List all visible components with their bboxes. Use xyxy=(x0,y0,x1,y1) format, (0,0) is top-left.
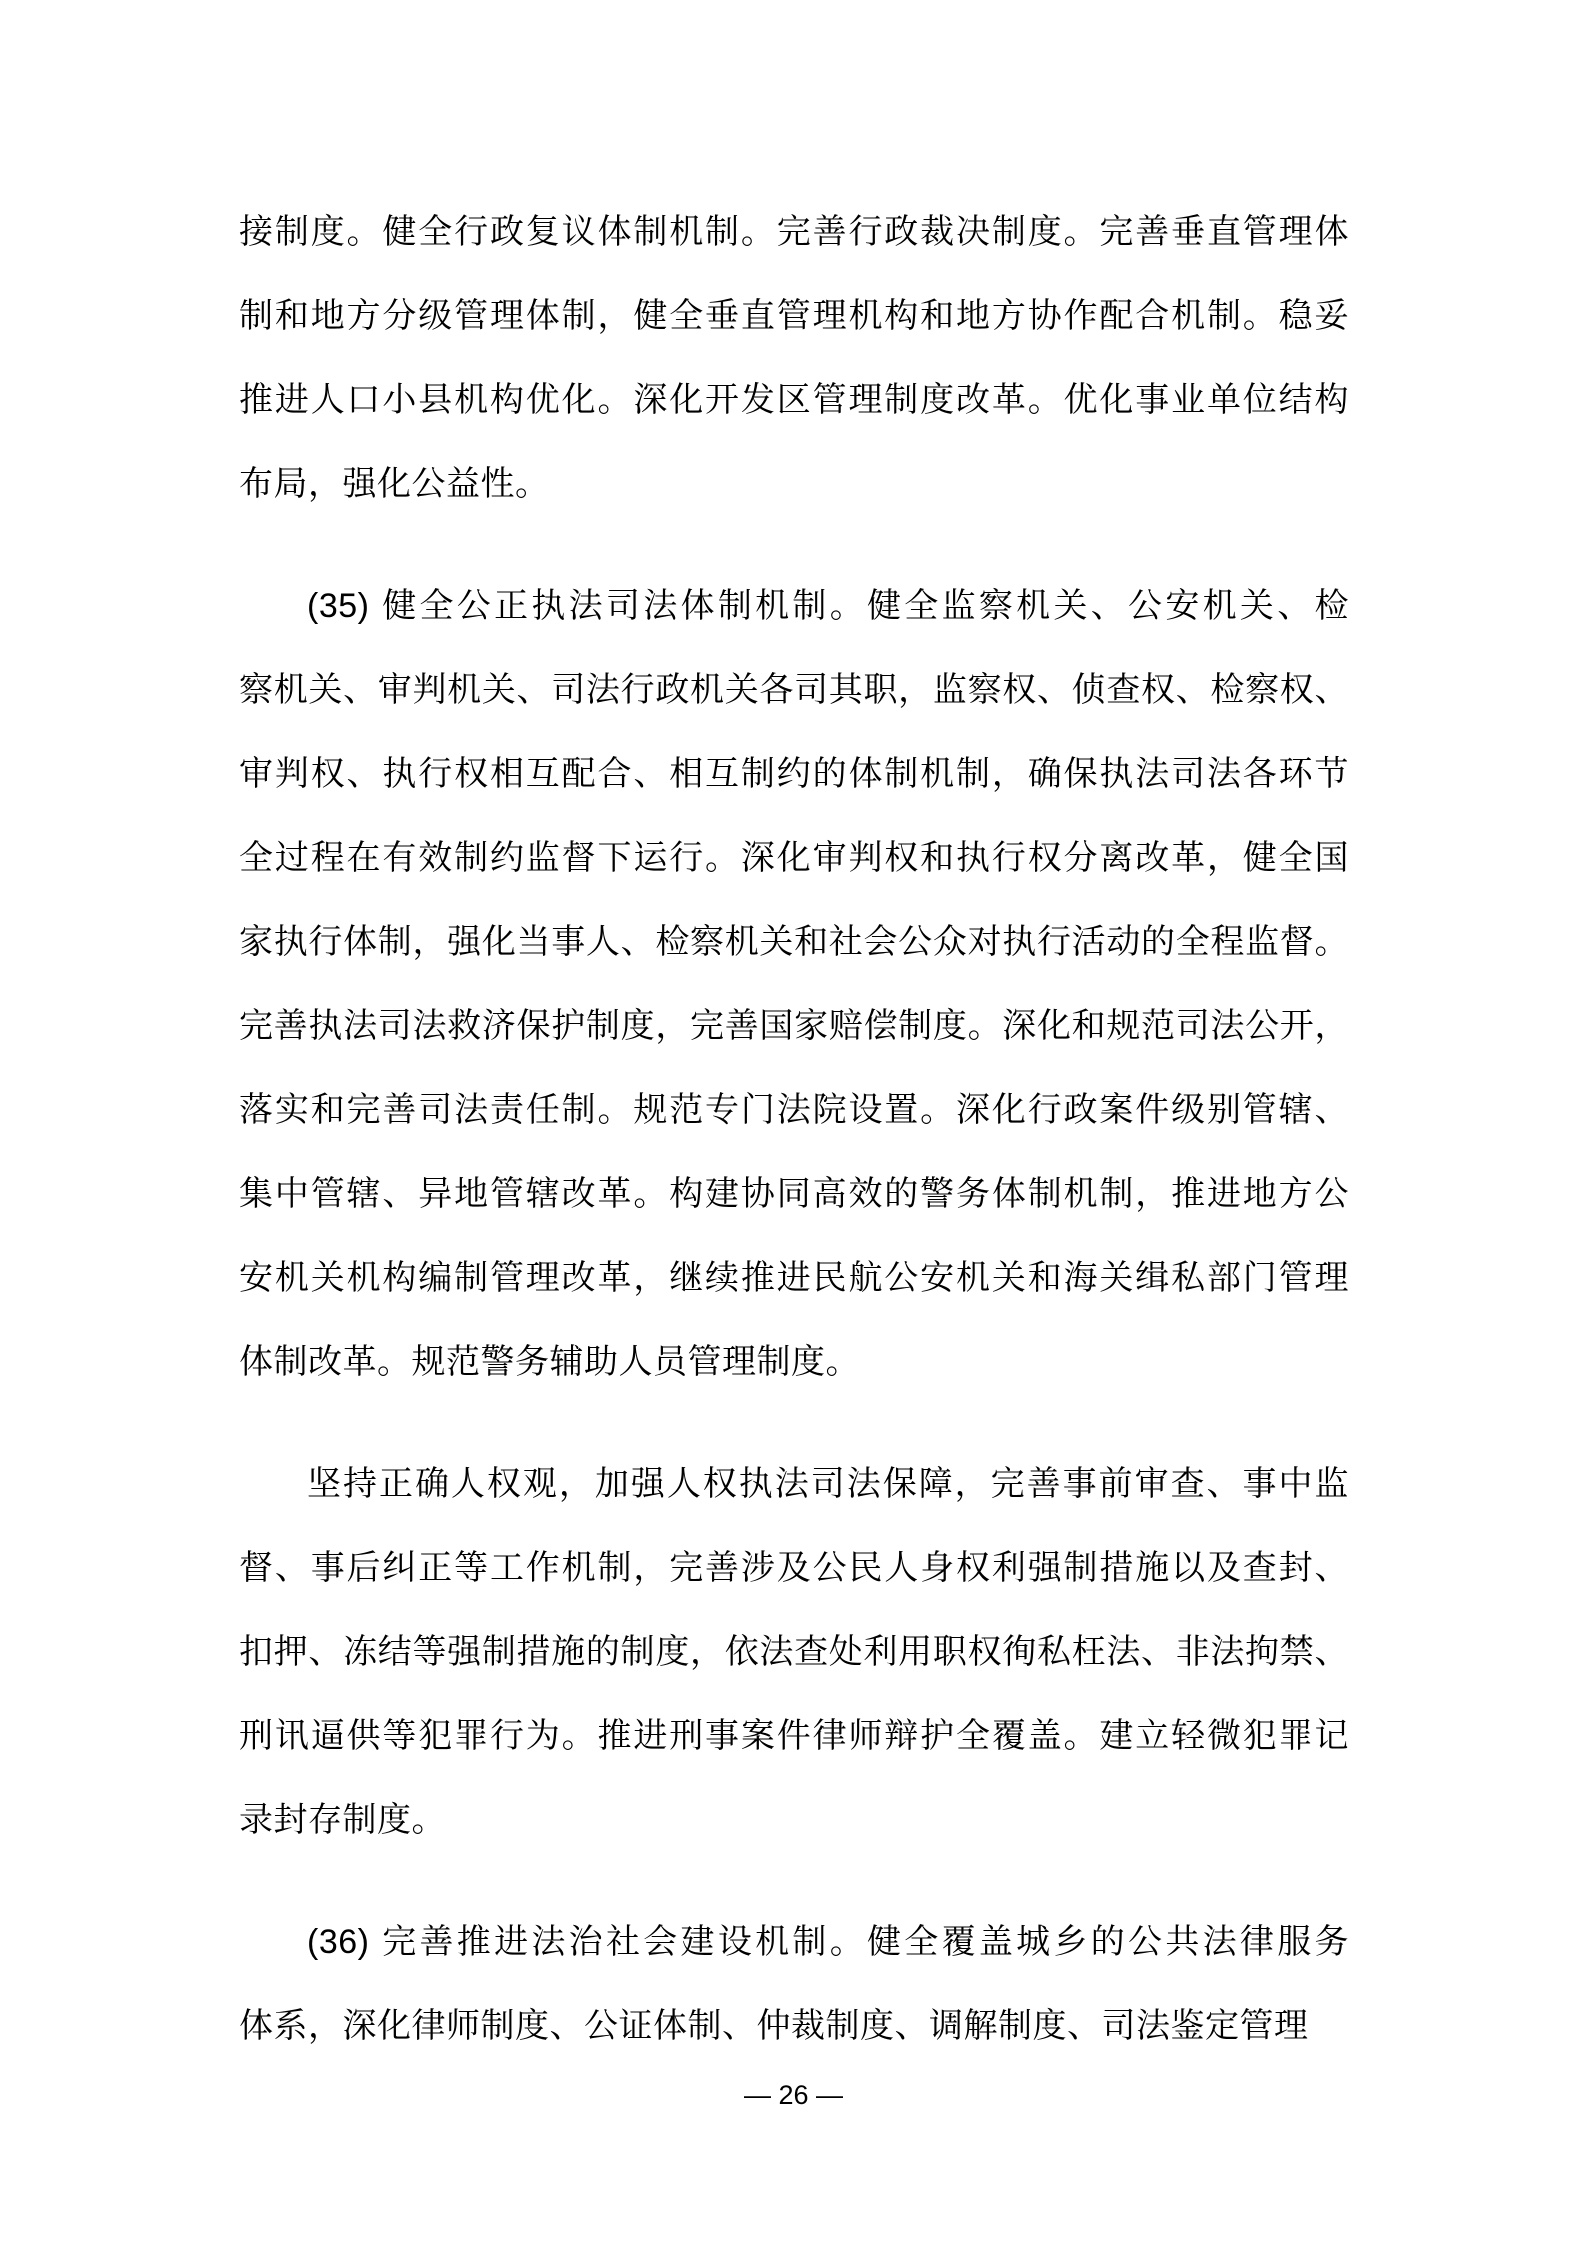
text-line: 接制度。健全行政复议体制机制。完善行政裁决制度。完善垂直管理体 xyxy=(239,213,1349,251)
text-line: 完善执法司法救济保护制度，完善国家赔偿制度。深化和规范司法公开， xyxy=(239,1007,1349,1045)
paragraph xyxy=(239,1900,1349,2068)
text-line: 全过程在有效制约监督下运行。深化审判权和执行权分离改革，健全国 xyxy=(239,839,1349,877)
text-line: 审判权、执行权相互配合、相互制约的体制机制，确保执法司法各环节 xyxy=(239,755,1349,793)
text-line: 察机关、审判机关、司法行政机关各司其职，监察权、侦查权、检察权、 xyxy=(239,671,1349,709)
text-line: (36) 完善推进法治社会建设机制。健全覆盖城乡的公共法律服务 xyxy=(307,1923,1349,1961)
text-line: (35) 健全公正执法司法体制机制。健全监察机关、公安机关、检 xyxy=(307,587,1349,625)
document-body xyxy=(239,190,1349,2068)
page-number: — 26 — xyxy=(743,2080,844,2110)
text-line: 推进人口小县机构优化。深化开发区管理制度改革。优化事业单位结构 xyxy=(239,381,1349,419)
paragraph xyxy=(239,1442,1349,1862)
paragraph xyxy=(239,564,1349,1404)
text-line: 安机关机构编制管理改革，继续推进民航公安机关和海关缉私部门管理 xyxy=(239,1259,1349,1297)
text-line: 集中管辖、异地管辖改革。构建协同高效的警务体制机制，推进地方公 xyxy=(239,1175,1349,1213)
paragraph xyxy=(239,190,1349,526)
text-line: 家执行体制，强化当事人、检察机关和社会公众对执行活动的全程监督。 xyxy=(239,923,1349,961)
text-line: 体系，深化律师制度、公证体制、仲裁制度、调解制度、司法鉴定管理 xyxy=(239,2007,1309,2045)
text-line: 体制改革。规范警务辅助人员管理制度。 xyxy=(239,1343,860,1381)
text-line: 制和地方分级管理体制，健全垂直管理机构和地方协作配合机制。稳妥 xyxy=(239,297,1349,335)
text-line: 落实和完善司法责任制。规范专门法院设置。深化行政案件级别管辖、 xyxy=(239,1091,1349,1129)
text-line: 扣押、冻结等强制措施的制度，依法查处利用职权徇私枉法、非法拘禁、 xyxy=(239,1633,1349,1671)
text-line: 督、事后纠正等工作机制，完善涉及公民人身权利强制措施以及查封、 xyxy=(239,1549,1349,1587)
text-line: 录封存制度。 xyxy=(239,1801,446,1839)
text-line: 坚持正确人权观，加强人权执法司法保障，完善事前审查、事中监 xyxy=(307,1465,1349,1503)
text-line: 刑讯逼供等犯罪行为。推进刑事案件律师辩护全覆盖。建立轻微犯罪记 xyxy=(239,1717,1349,1755)
text-line: 布局，强化公益性。 xyxy=(239,465,550,503)
